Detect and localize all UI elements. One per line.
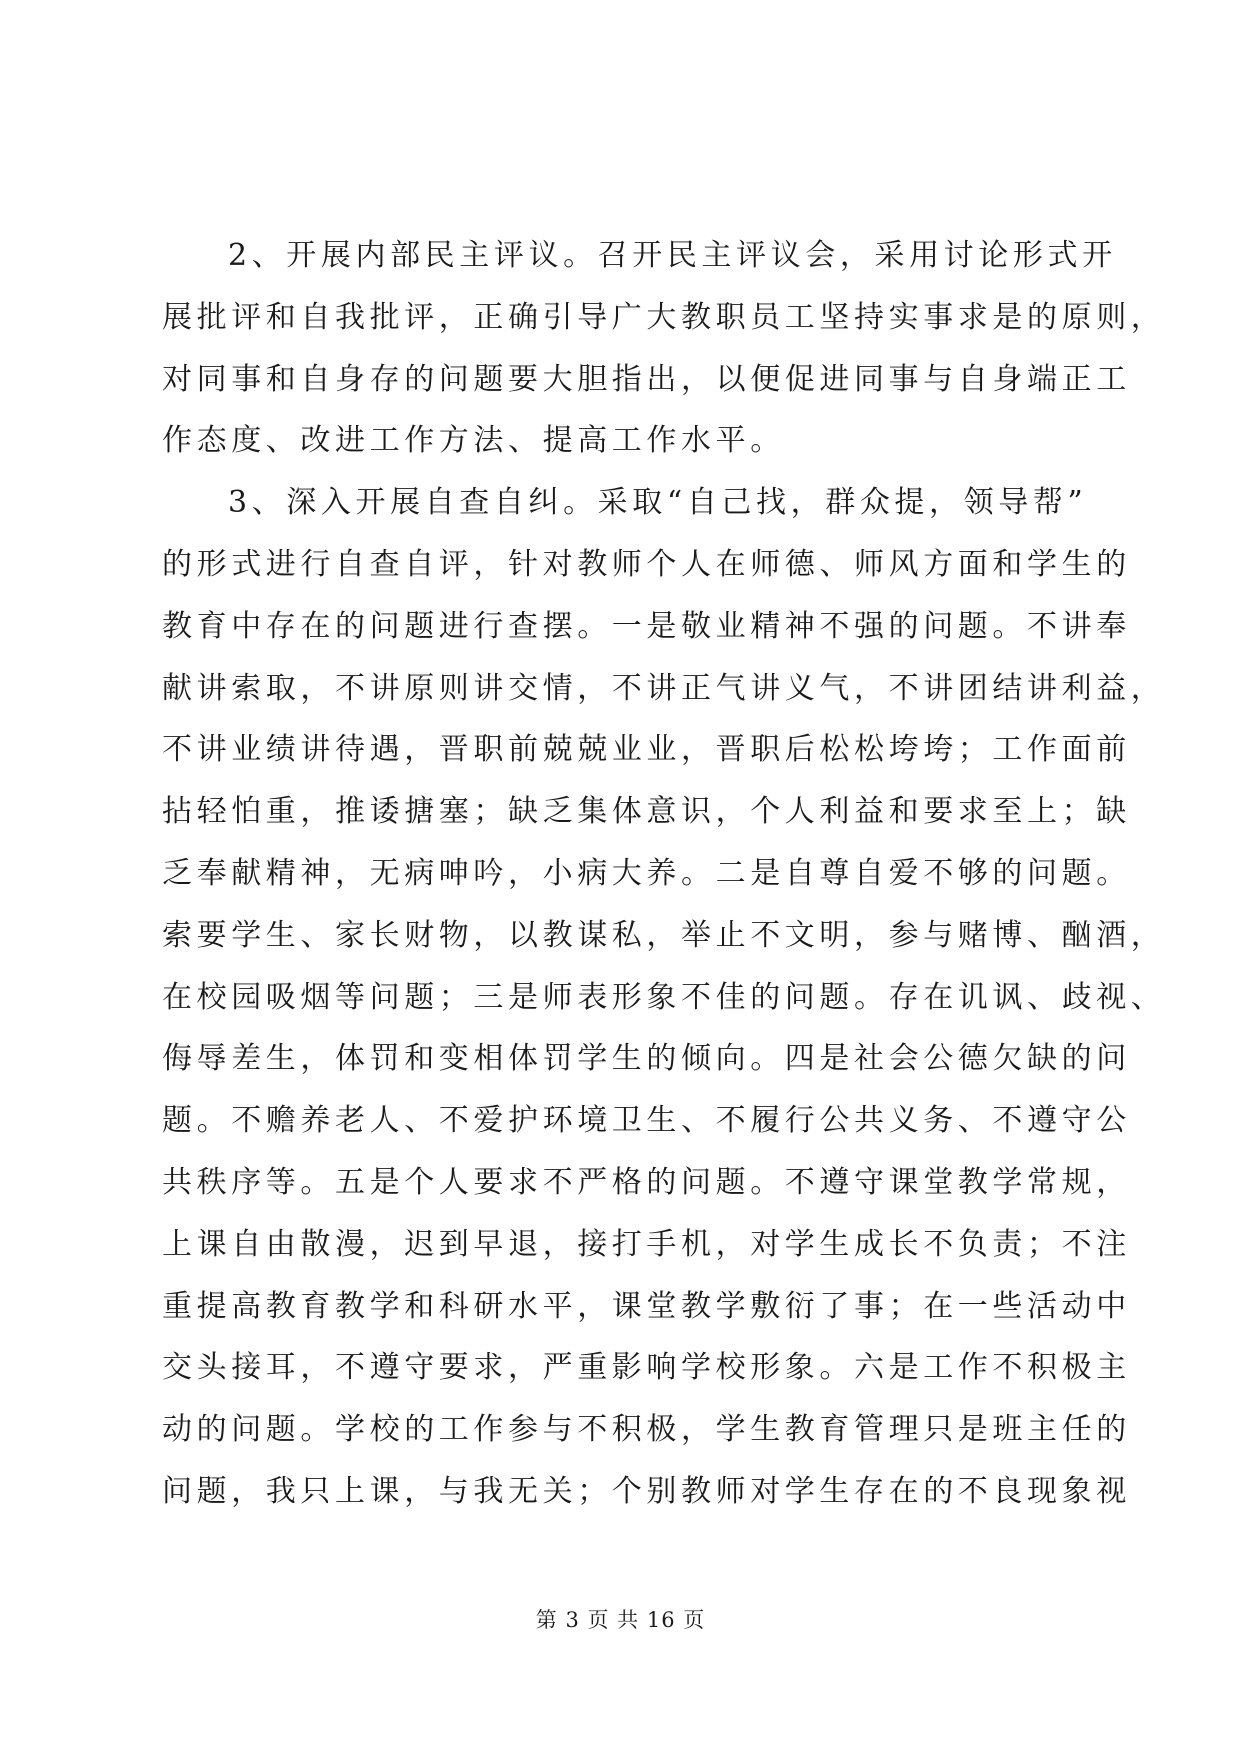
- text-line: 拈轻怕重，推诿搪塞；缺乏集体意识，个人利益和要求至上；缺: [162, 794, 1131, 830]
- text-line: 作态度、改进工作方法、提高工作水平。: [162, 423, 785, 459]
- text-line: 2、开展内部民主评议。召开民主评议会，采用讨论形式开: [228, 238, 1117, 273]
- text-line: 在校园吸烟等问题；三是师表形象不佳的问题。存在讥讽、歧视、: [162, 979, 1166, 1015]
- document-body: [162, 225, 1166, 1523]
- text-line: 3、深入开展自查自纠。采取“自己找，群众提，领导帮”: [228, 485, 1088, 521]
- paragraph-3: [162, 472, 1166, 1523]
- text-line: 重提高教育教学和科研水平，课堂教学敷衍了事；在一些活动中: [162, 1288, 1131, 1324]
- text-line: 献讲索取，不讲原则讲交情，不讲正气讲义气，不讲团结讲利益，: [162, 670, 1166, 706]
- text-line: 展批评和自我批评，正确引导广大教职员工坚持实事求是的原则，: [162, 299, 1166, 335]
- text-line: 对同事和自身存的问题要大胆指出，以便促进同事与自身端正工: [162, 361, 1131, 397]
- text-line: 问题，我只上课，与我无关；个别教师对学生存在的不良现象视: [162, 1473, 1131, 1509]
- text-line: 教育中存在的问题进行查摆。一是敬业精神不强的问题。不讲奉: [162, 608, 1131, 644]
- text-line: 的形式进行自查自评，针对教师个人在师德、师风方面和学生的: [162, 546, 1131, 582]
- text-line: 侮辱差生，体罚和变相体罚学生的倾向。四是社会公德欠缺的问: [162, 1041, 1131, 1077]
- paragraph-2: [162, 225, 1166, 472]
- text-line: 动的问题。学校的工作参与不积极，学生教育管理只是班主任的: [162, 1412, 1131, 1448]
- text-line: 题。不赡养老人、不爱护环境卫生、不履行公共义务、不遵守公: [162, 1103, 1131, 1139]
- text-line: 共秩序等。五是个人要求不严格的问题。不遵守课堂教学常规，: [162, 1164, 1131, 1200]
- text-line: 上课自由散漫，迟到早退，接打手机，对学生成长不负责；不注: [162, 1226, 1131, 1262]
- text-line: 交头接耳，不遵守要求，严重影响学校形象。六是工作不积极主: [162, 1350, 1131, 1386]
- text-line: 索要学生、家长财物，以教谋私，举止不文明，参与赌博、酗酒，: [162, 917, 1166, 953]
- page-number-footer: 第 3 页 共 16 页: [535, 1608, 706, 1632]
- text-line: 不讲业绩讲待遇，晋职前兢兢业业，晋职后松松垮垮；工作面前: [162, 732, 1131, 768]
- text-line: 乏奉献精神，无病呻吟，小病大养。二是自尊自爱不够的问题。: [162, 855, 1131, 891]
